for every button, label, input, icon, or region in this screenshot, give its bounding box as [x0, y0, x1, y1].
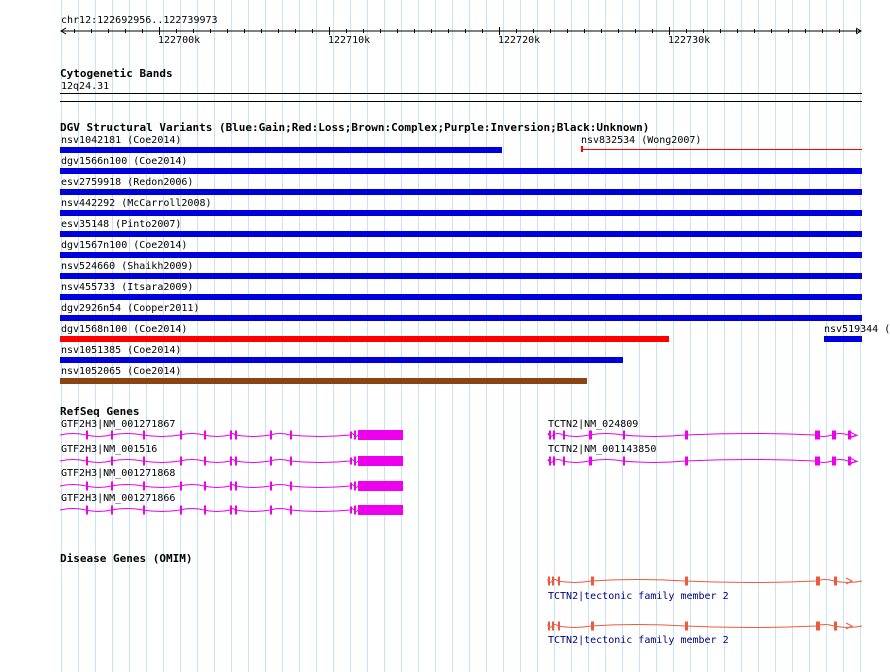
strand-arrow — [846, 578, 852, 584]
gtf2h3-gene-exon — [111, 482, 113, 491]
gtf2h3-gene-exon — [230, 506, 232, 515]
variant-label: nsv1042181 (Coe2014) — [61, 135, 182, 146]
gtf2h3-gene-exon — [86, 482, 88, 491]
omim-gene-exon — [816, 622, 820, 631]
gtf2h3-gene-exon — [350, 507, 352, 514]
gtf2h3-gene-exon — [358, 430, 403, 440]
gtf2h3-gene-exon — [350, 483, 352, 490]
strand-arrow — [846, 623, 852, 629]
omim-gene-exon — [548, 577, 550, 586]
tctn2-gene-exon — [815, 431, 820, 440]
gene-label: GTF2H3|NM_001516 — [61, 444, 158, 455]
gtf2h3-gene-exon — [86, 431, 88, 440]
gtf2h3-gene-exon — [354, 431, 356, 440]
omim-gene-exon — [552, 622, 554, 631]
omim-gene-exon — [685, 622, 688, 631]
variant-label: nsv1052065 (Coe2014) — [61, 366, 182, 377]
cytoband-track-title: Cytogenetic Bands — [60, 67, 173, 80]
gtf2h3-gene-exon — [354, 482, 356, 491]
gtf2h3-gene-exon — [358, 481, 403, 491]
gene-label: GTF2H3|NM_001271866 — [61, 493, 176, 504]
gtf2h3-gene-exon — [143, 506, 145, 515]
gtf2h3-gene-exon — [180, 506, 182, 515]
tctn2-gene-exon — [589, 457, 592, 466]
gtf2h3-gene-exon — [235, 431, 237, 440]
variant-label: dgv1566n100 (Coe2014) — [61, 156, 188, 167]
variant-label: nsv832534 (Wong2007) — [581, 135, 702, 146]
gtf2h3-gene-exon — [358, 456, 403, 466]
gtf2h3-gene-exon — [350, 458, 352, 465]
tctn2-gene-exon — [832, 457, 836, 466]
gtf2h3-gene-exon — [86, 457, 88, 466]
gtf2h3-gene-exon — [230, 482, 232, 491]
gtf2h3-gene-exon — [235, 482, 237, 491]
gtf2h3-gene-exon — [235, 506, 237, 515]
tctn2-gene-intron — [548, 460, 858, 463]
gtf2h3-gene-exon — [111, 457, 113, 466]
variant-label: nsv524660 (Shaikh2009) — [61, 261, 194, 272]
omim-gene-exon — [591, 577, 594, 586]
omim-gene-intron — [548, 625, 862, 628]
omim-gene-intron — [548, 580, 862, 583]
tctn2-gene-intron — [548, 434, 858, 437]
ruler-tick-label: 122700k — [158, 35, 201, 46]
gtf2h3-gene-exon — [290, 457, 292, 466]
gtf2h3-gene-exon — [204, 457, 206, 466]
dgv-track-title: DGV Structural Variants (Blue:Gain;Red:Loss;Brown:Complex;Purple:Inversion;Black:Unknown) — [60, 121, 650, 134]
omim-gene-label: TCTN2|tectonic family member 2 — [548, 591, 729, 602]
gtf2h3-gene-exon — [86, 506, 88, 515]
gtf2h3-gene-exon — [180, 431, 182, 440]
ruler-tick-label: 122720k — [498, 35, 541, 46]
omim-track-title: Disease Genes (OMIM) — [60, 552, 193, 565]
tctn2-gene-exon — [685, 431, 688, 440]
gene-label: GTF2H3|NM_001271867 — [61, 419, 176, 430]
gtf2h3-gene-exon — [204, 431, 206, 440]
omim-gene-label: TCTN2|tectonic family member 2 — [548, 635, 729, 646]
tctn2-gene-exon — [563, 431, 565, 440]
tctn2-gene-exon — [549, 431, 551, 440]
gtf2h3-gene-exon — [111, 431, 113, 440]
gtf2h3-gene-exon — [180, 482, 182, 491]
omim-gene-exon — [816, 577, 820, 586]
gtf2h3-gene-exon — [290, 482, 292, 491]
ruler-tick-label: 122710k — [328, 35, 371, 46]
region-label: chr12:122692956..122739973 — [61, 15, 218, 26]
cytoband-label: 12q24.31 — [61, 81, 110, 92]
variant-label: dgv1568n100 (Coe2014) — [61, 324, 188, 335]
gtf2h3-gene-exon — [290, 506, 292, 515]
omim-gene-exon — [552, 577, 554, 586]
gtf2h3-gene-exon — [270, 431, 272, 440]
variant-label: nsv519344 ( — [824, 324, 890, 335]
gene-label: TCTN2|NM_001143850 — [548, 444, 657, 455]
gene-label: GTF2H3|NM_001271868 — [61, 468, 176, 479]
omim-gene-exon — [834, 622, 837, 631]
gtf2h3-gene-exon — [230, 431, 232, 440]
gtf2h3-gene-exon — [354, 457, 356, 466]
gtf2h3-gene-exon — [143, 457, 145, 466]
gtf2h3-gene-exon — [270, 506, 272, 515]
omim-gene-exon — [685, 577, 688, 586]
gene-label: TCTN2|NM_024809 — [548, 419, 639, 430]
variant-label: dgv1567n100 (Coe2014) — [61, 240, 188, 251]
tctn2-gene-exon — [685, 457, 688, 466]
gtf2h3-gene-exon — [358, 505, 403, 515]
gtf2h3-gene-exon — [204, 506, 206, 515]
gtf2h3-gene-exon — [270, 482, 272, 491]
gtf2h3-gene-exon — [111, 506, 113, 515]
omim-gene-exon — [548, 622, 550, 631]
gtf2h3-gene-exon — [180, 457, 182, 466]
gtf2h3-gene-exon — [270, 457, 272, 466]
gtf2h3-gene-exon — [235, 457, 237, 466]
tctn2-gene-exon — [589, 431, 592, 440]
omim-gene-exon — [834, 577, 837, 586]
gtf2h3-gene-exon — [204, 482, 206, 491]
variant-label: dgv2926n54 (Cooper2011) — [61, 303, 200, 314]
gtf2h3-gene-exon — [230, 457, 232, 466]
gtf2h3-gene-exon — [290, 431, 292, 440]
tctn2-gene-exon — [623, 457, 625, 466]
gtf2h3-gene-exon — [354, 506, 356, 515]
omim-gene-exon — [558, 622, 560, 631]
tctn2-gene-exon — [553, 431, 555, 440]
tctn2-gene-exon — [549, 457, 551, 466]
ruler-tick-label: 122730k — [668, 35, 711, 46]
gtf2h3-gene-exon — [350, 432, 352, 439]
tctn2-gene-exon — [623, 431, 625, 440]
refseq-track-title: RefSeq Genes — [60, 405, 140, 418]
tctn2-gene-exon — [832, 431, 836, 440]
omim-gene-exon — [558, 577, 560, 586]
gtf2h3-gene-exon — [143, 431, 145, 440]
variant-label: nsv455733 (Itsara2009) — [61, 282, 194, 293]
gtf2h3-gene-exon — [143, 482, 145, 491]
omim-gene-exon — [591, 622, 594, 631]
variant-label: nsv442292 (McCarroll2008) — [61, 198, 212, 209]
tctn2-gene-exon — [563, 457, 565, 466]
tctn2-gene-exon — [815, 457, 820, 466]
variant-label: esv35148 (Pinto2007) — [61, 219, 182, 230]
tctn2-gene-exon — [553, 457, 555, 466]
variant-label: nsv1051385 (Coe2014) — [61, 345, 182, 356]
variant-label: esv2759918 (Redon2006) — [61, 177, 194, 188]
